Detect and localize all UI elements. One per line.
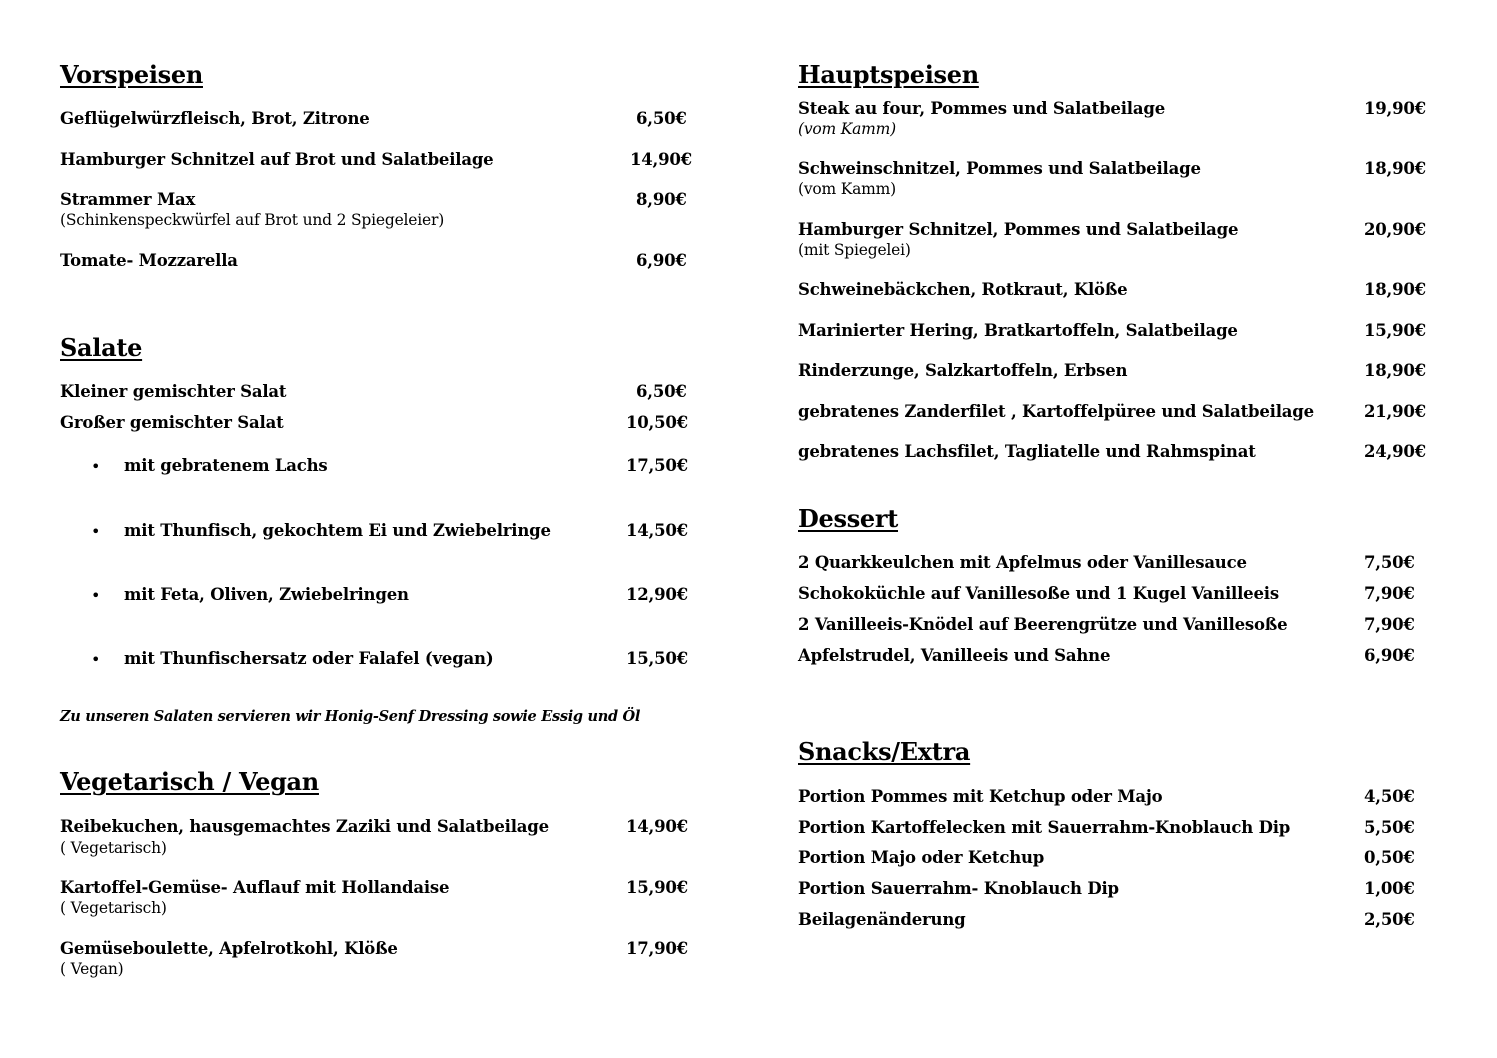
- menu-item-name: Schweinschnitzel, Pommes und Salatbeilage: [798, 159, 1201, 178]
- menu-item-note: (mit Spiegelei): [798, 241, 911, 259]
- menu-item-price: 10,50€: [626, 413, 688, 432]
- menu-item-price: 6,90€: [1364, 646, 1415, 665]
- menu-item-name: Kartoffel-Gemüse- Auflauf mit Hollandaise: [60, 878, 450, 897]
- menu-item-price: 2,50€: [1364, 910, 1415, 929]
- menu-item-note: (Schinkenspeckwürfel auf Brot und 2 Spiegeleier): [60, 211, 445, 229]
- menu-item-name: Rinderzunge, Salzkartoffeln, Erbsen: [798, 361, 1128, 380]
- menu-item-price: 20,90€: [1364, 220, 1426, 239]
- menu-item-name: 2 Vanilleeis-Knödel auf Beerengrütze und Vanillesoße: [798, 615, 1288, 634]
- section-heading-vorspeisen: Vorspeisen: [60, 60, 203, 89]
- menu-item-name: Beilagenänderung: [798, 910, 966, 929]
- salad-option-price: 14,50€: [626, 521, 688, 540]
- bullet-icon: •: [91, 457, 101, 476]
- bullet-icon: •: [91, 650, 101, 669]
- menu-item-price: 6,50€: [636, 109, 687, 128]
- menu-item-price: 8,90€: [636, 190, 687, 209]
- section-heading-hauptspeisen: Hauptspeisen: [798, 60, 979, 89]
- salad-option-name: mit Thunfisch, gekochtem Ei und Zwiebelringe: [124, 521, 551, 540]
- menu-item-name: Portion Sauerrahm- Knoblauch Dip: [798, 879, 1119, 898]
- menu-item-name: Kleiner gemischter Salat: [60, 382, 287, 401]
- menu-item-name: Portion Kartoffelecken mit Sauerrahm-Knoblauch Dip: [798, 818, 1291, 837]
- menu-item-name: Portion Pommes mit Ketchup oder Majo: [798, 787, 1163, 806]
- salad-option-price: 15,50€: [626, 649, 688, 668]
- menu-item-name: Strammer Max: [60, 190, 196, 209]
- menu-item-price: 19,90€: [1364, 99, 1426, 118]
- menu-item-name: Portion Majo oder Ketchup: [798, 848, 1045, 867]
- menu-item-price: 5,50€: [1364, 818, 1415, 837]
- menu-item-price: 17,90€: [626, 939, 688, 958]
- menu-item-name: Tomate- Mozzarella: [60, 251, 238, 270]
- menu-item-name: Apfelstrudel, Vanilleeis und Sahne: [798, 646, 1111, 665]
- menu-item-name: Hamburger Schnitzel auf Brot und Salatbeilage: [60, 150, 494, 169]
- menu-item-name: Marinierter Hering, Bratkartoffeln, Salatbeilage: [798, 321, 1238, 340]
- menu-item-price: 18,90€: [1364, 280, 1426, 299]
- menu-item-price: 15,90€: [626, 878, 688, 897]
- menu-item-price: 21,90€: [1364, 402, 1426, 421]
- menu-item-price: 1,00€: [1364, 879, 1415, 898]
- menu-item-price: 14,90€: [630, 150, 692, 169]
- menu-item-name: Schweinebäckchen, Rotkraut, Klöße: [798, 280, 1128, 299]
- section-heading-dessert: Dessert: [798, 504, 899, 533]
- menu-item-note: (vom Kamm): [798, 180, 897, 198]
- menu-item-name: Geflügelwürzfleisch, Brot, Zitrone: [60, 109, 370, 128]
- menu-item-name: Reibekuchen, hausgemachtes Zaziki und Salatbeilage: [60, 817, 549, 836]
- menu-item-price: 18,90€: [1364, 361, 1426, 380]
- salad-option-price: 12,90€: [626, 585, 688, 604]
- menu-item-price: 6,90€: [636, 251, 687, 270]
- menu-item-price: 7,50€: [1364, 553, 1415, 572]
- section-heading-vegetarisch: Vegetarisch / Vegan: [60, 767, 319, 796]
- menu-item-name: Großer gemischter Salat: [60, 413, 284, 432]
- bullet-icon: •: [91, 586, 101, 605]
- section-heading-salate: Salate: [60, 333, 143, 362]
- menu-item-name: gebratenes Lachsfilet, Tagliatelle und Rahmspinat: [798, 442, 1256, 461]
- menu-item-price: 15,90€: [1364, 321, 1426, 340]
- menu-item-name: Steak au four, Pommes und Salatbeilage: [798, 99, 1165, 118]
- menu-item-price: 7,90€: [1364, 615, 1415, 634]
- menu-item-name: Schokoküchle auf Vanillesoße und 1 Kugel Vanilleeis: [798, 584, 1279, 603]
- menu-item-note: ( Vegetarisch): [60, 839, 167, 857]
- menu-item-name: gebratenes Zanderfilet , Kartoffelpüree und Salatbeilage: [798, 402, 1314, 421]
- menu-item-price: 0,50€: [1364, 848, 1415, 867]
- salad-dressing-footnote: Zu unseren Salaten servieren wir Honig-Senf Dressing sowie Essig und Öl: [60, 708, 641, 725]
- menu-item-note: ( Vegetarisch): [60, 899, 167, 917]
- section-heading-snacks: Snacks/Extra: [798, 737, 971, 766]
- menu-item-price: 24,90€: [1364, 442, 1426, 461]
- salad-option-name: mit gebratenem Lachs: [124, 456, 328, 475]
- salad-option-name: mit Thunfischersatz oder Falafel (vegan): [124, 649, 494, 668]
- menu-item-name: Gemüseboulette, Apfelrotkohl, Klöße: [60, 939, 398, 958]
- menu-item-note: ( Vegan): [60, 960, 124, 978]
- menu-item-price: 6,50€: [636, 382, 687, 401]
- salad-option-name: mit Feta, Oliven, Zwiebelringen: [124, 585, 409, 604]
- bullet-icon: •: [91, 522, 101, 541]
- salad-option-price: 17,50€: [626, 456, 688, 475]
- menu-item-price: 4,50€: [1364, 787, 1415, 806]
- menu-item-price: 14,90€: [626, 817, 688, 836]
- menu-item-price: 18,90€: [1364, 159, 1426, 178]
- menu-item-name: Hamburger Schnitzel, Pommes und Salatbeilage: [798, 220, 1239, 239]
- menu-item-name: 2 Quarkkeulchen mit Apfelmus oder Vanillesauce: [798, 553, 1247, 572]
- menu-item-price: 7,90€: [1364, 584, 1415, 603]
- menu-item-note: (vom Kamm): [798, 120, 897, 138]
